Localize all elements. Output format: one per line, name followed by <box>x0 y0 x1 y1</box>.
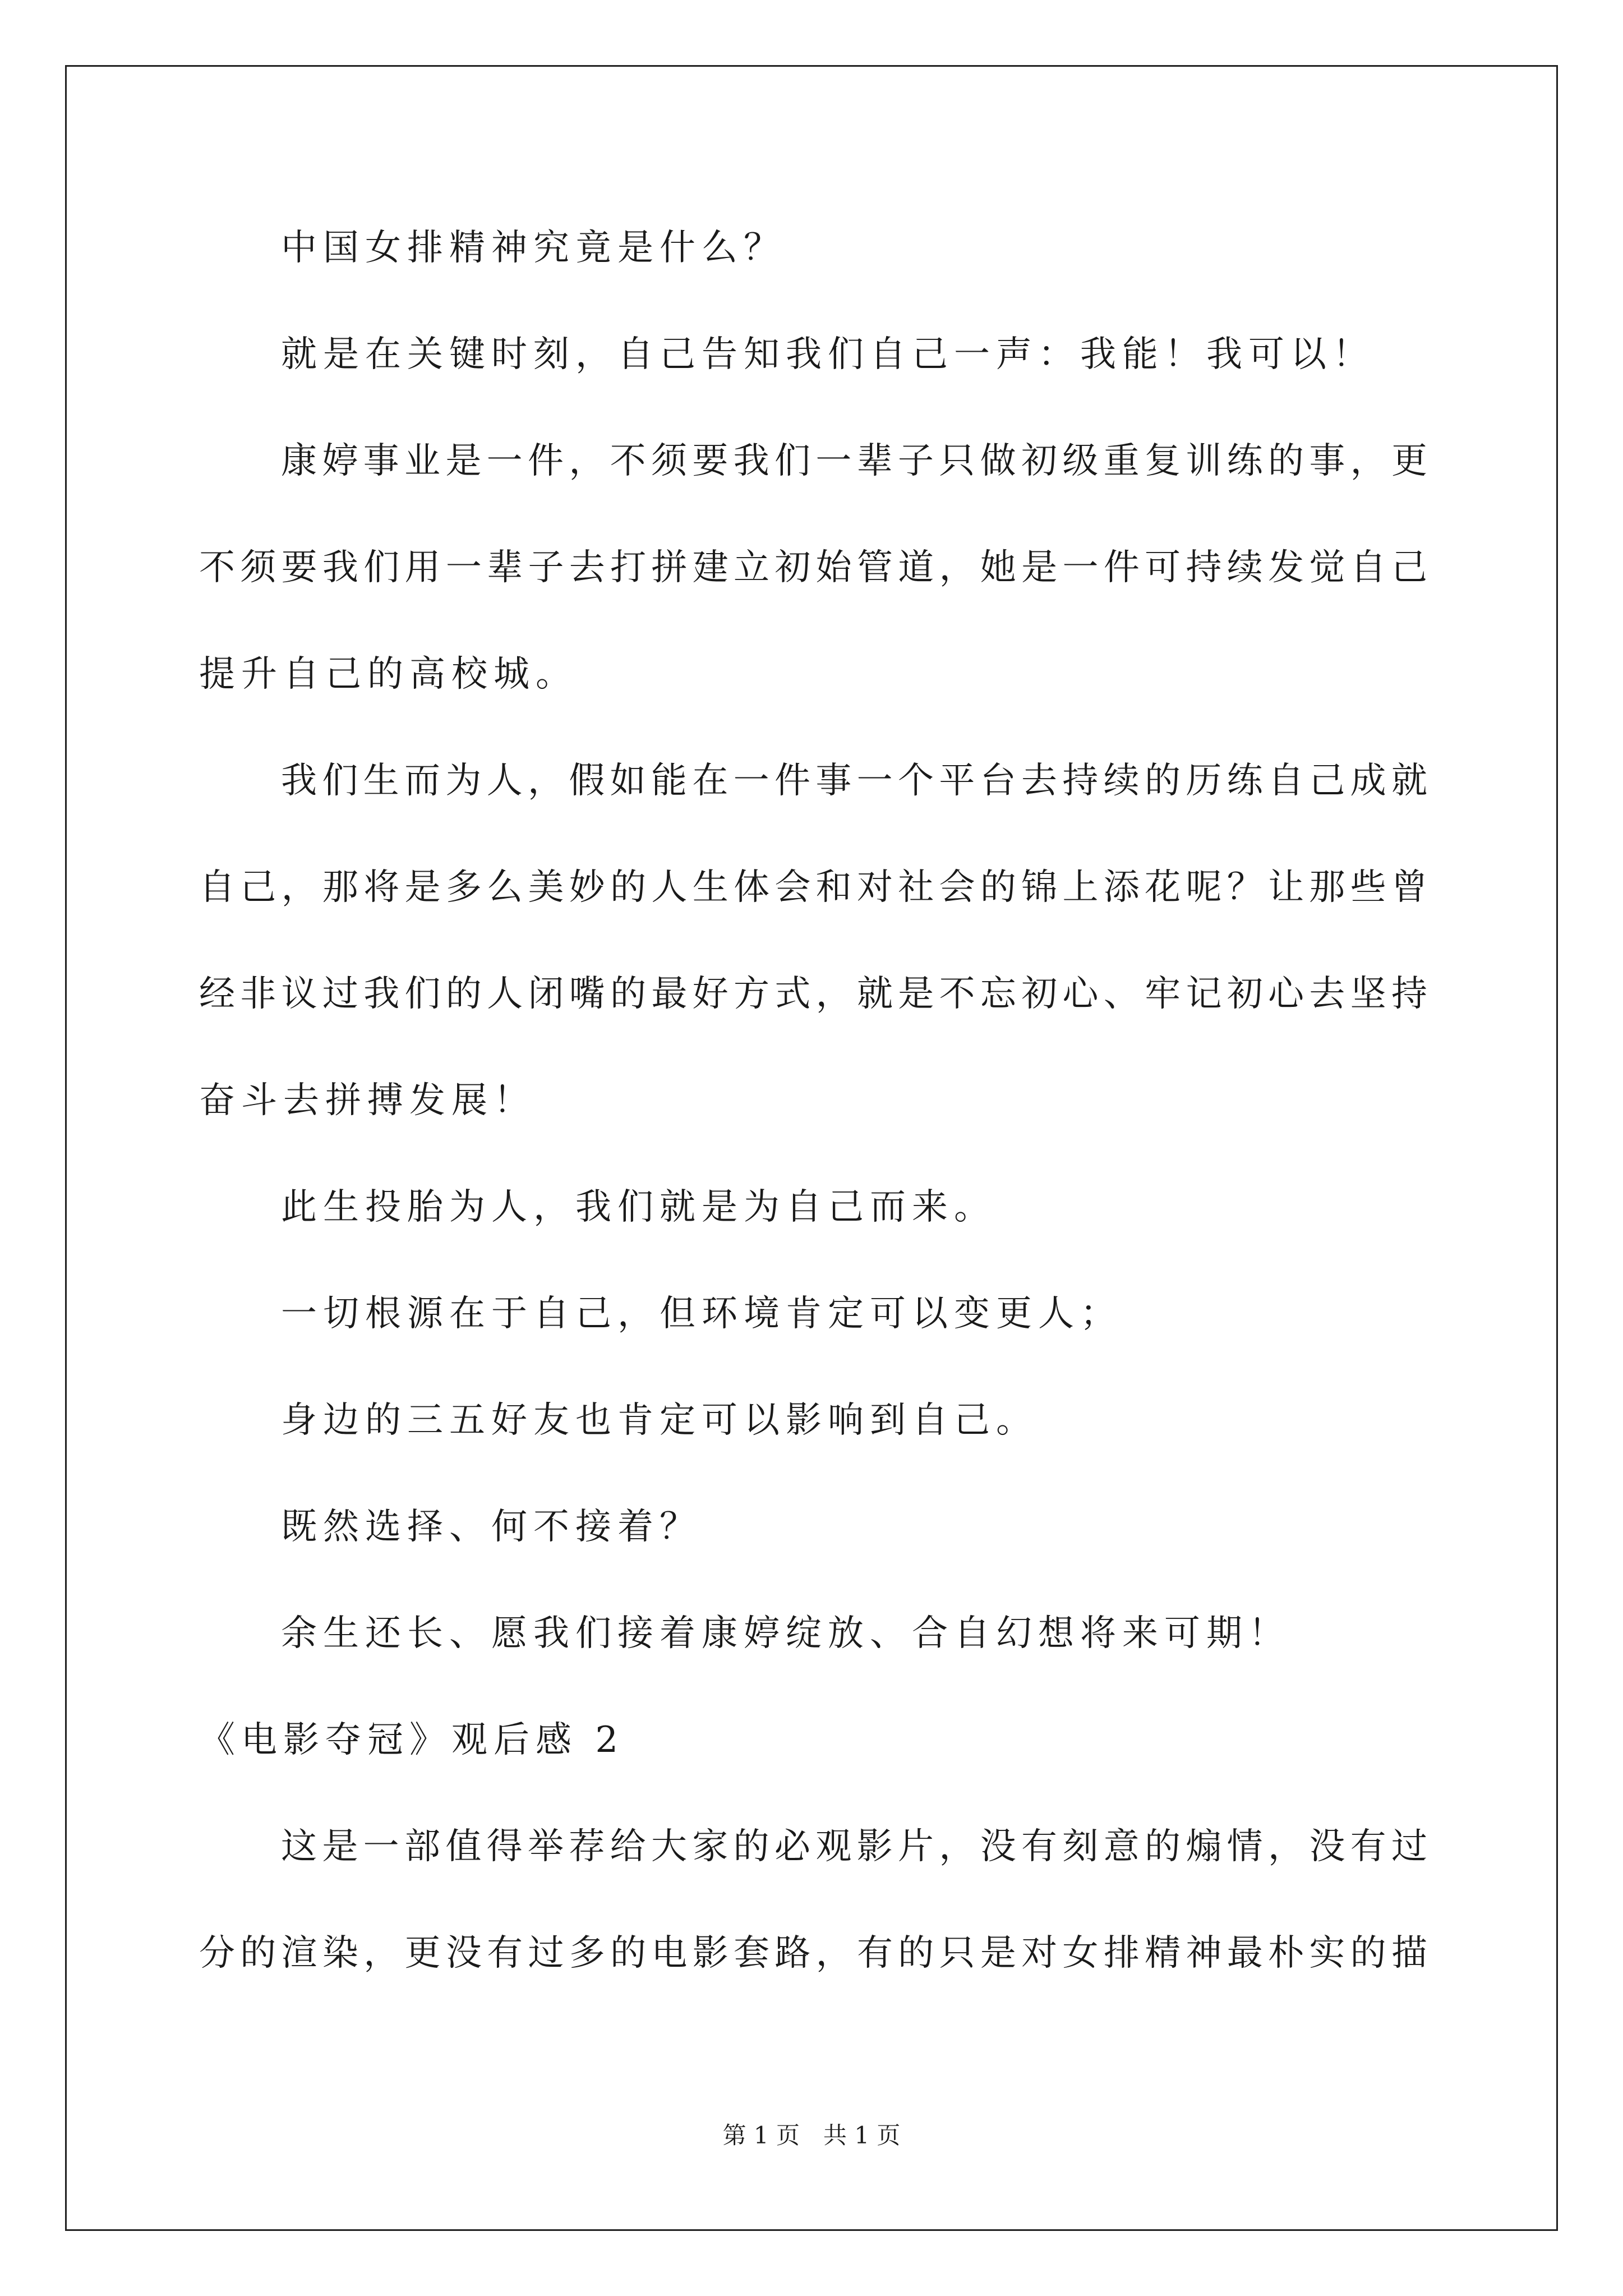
paragraph-line-7: 自己，那将是多么美妙的人生体会和对社会的锦上添花呢？让那些曾 <box>199 867 1427 908</box>
paragraph-line-11: 一切根源在于自己，但环境肯定可以变更人； <box>281 1293 1122 1335</box>
paragraph-line-9: 奋斗去拼搏发展！ <box>199 1080 536 1121</box>
paragraph-line-13: 既然选择、何不接着？ <box>281 1506 702 1548</box>
paragraph-line-14: 余生还长、愿我们接着康婷绽放、合自幻想将来可期！ <box>281 1613 1290 1654</box>
section-heading: 《电影夺冠》观后感 2 <box>199 1719 625 1761</box>
paragraph-line-5: 提升自己的高校城。 <box>199 654 578 695</box>
paragraph-line-16: 这是一部值得举荐给大家的必观影片，没有刻意的煽情，没有过 <box>281 1826 1427 1867</box>
paragraph-line-12: 身边的三五好友也肯定可以影响到自己。 <box>281 1400 1038 1441</box>
page-footer: 第 1 页 共 1 页 <box>722 2122 901 2149</box>
paragraph-line-1: 中国女排精神究竟是什么？ <box>281 227 786 269</box>
paragraph-line-4: 不须要我们用一辈子去打拼建立初始管道，她是一件可持续发觉自己 <box>199 547 1427 588</box>
page-border <box>65 65 1558 2231</box>
paragraph-line-3: 康婷事业是一件，不须要我们一辈子只做初级重复训练的事，更 <box>281 440 1427 482</box>
paragraph-line-10: 此生投胎为人，我们就是为自己而来。 <box>281 1186 996 1228</box>
paragraph-line-8: 经非议过我们的人闭嘴的最好方式，就是不忘初心、牢记初心去坚持 <box>199 973 1427 1015</box>
paragraph-line-17: 分的渲染，更没有过多的电影套路，有的只是对女排精神最朴实的描 <box>199 1932 1427 1974</box>
paragraph-line-6: 我们生而为人，假如能在一件事一个平台去持续的历练自己成就 <box>281 760 1427 802</box>
paragraph-line-2: 就是在关键时刻，自己告知我们自己一声：我能！我可以！ <box>281 334 1375 375</box>
